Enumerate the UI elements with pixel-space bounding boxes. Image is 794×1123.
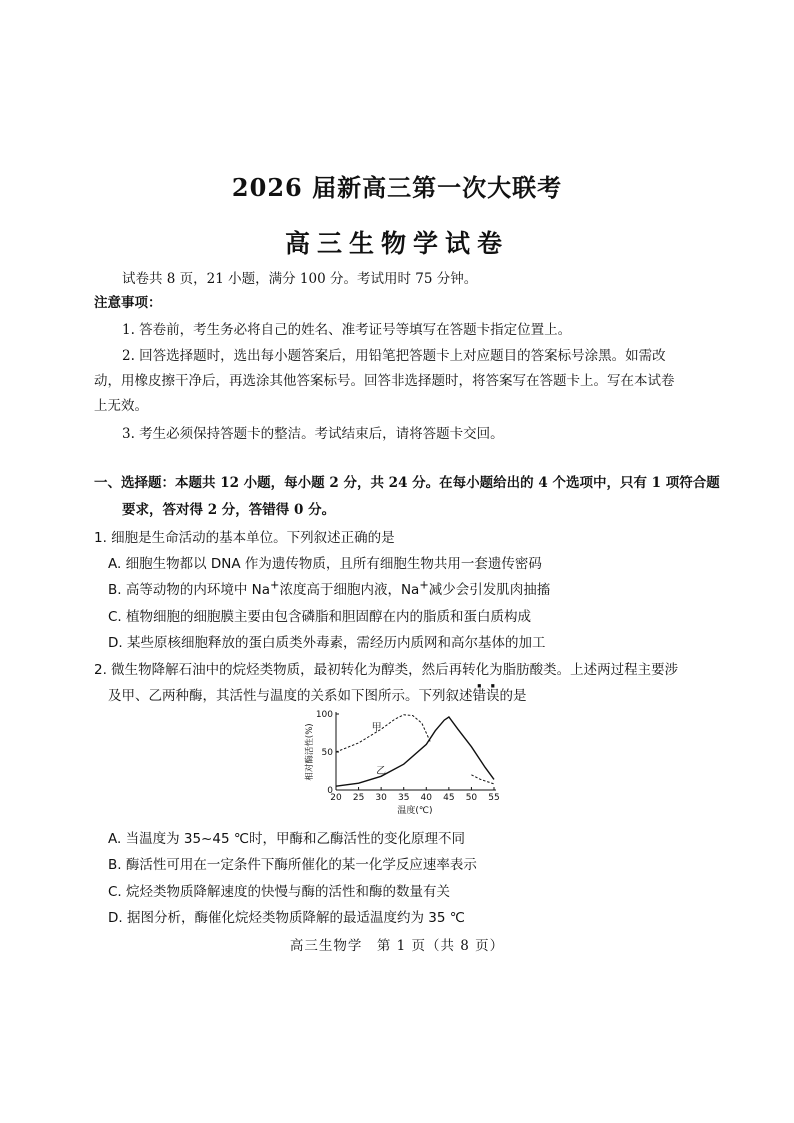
q1-option-c: C. 植物细胞的细胞膜主要由包含磷脂和胆固醇在内的脂质和蛋白质构成: [108, 609, 532, 625]
q1-option-b: [108, 578, 550, 598]
notice-item-1: 1. 答卷前，考生务必将自己的姓名、准考证号等填写在答题卡指定位置上。: [122, 322, 572, 338]
q2-option-a: A. 当温度为 35~45 ℃时，甲酶和乙酶活性的变化原理不同: [108, 831, 465, 847]
notice-item-3: 3. 考生必须保持答题卡的整洁。考试结束后，请将答题卡交回。: [122, 426, 504, 442]
q2-emphasis-char-2: 误: [486, 688, 500, 704]
x-tick-label: 45: [443, 793, 455, 803]
series-line-yi: [336, 717, 494, 786]
section-heading-line-2: 要求，答对得 2 分，答错得 0 分。: [122, 502, 336, 518]
notice-item-2-line-2: 动，用橡皮擦干净后，再选涂其他答案标号。回答非选择题时，将答案写在答题卡上。写在本试卷: [94, 373, 675, 389]
q2-emphasis-char-1: 错: [472, 688, 486, 704]
x-axis-label: 温度(℃): [397, 806, 433, 816]
exam-title: 2026 届新高三第一次大联考: [231, 173, 563, 202]
chart-labels-group: [372, 722, 387, 777]
chart-axes: [304, 710, 500, 816]
paper-info: 试卷共 8 页，21 小题，满分 100 分。考试用时 75 分钟。: [122, 271, 478, 287]
x-tick-label: 35: [397, 793, 410, 803]
page-footer: 高三生物学 第 1 页（共 8 页）: [289, 938, 505, 954]
q2-stem-line-1: 2. 微生物降解石油中的烷烃类物质，最初转化为醇类，然后再转化为脂肪酸类。上述两过程主要涉: [94, 662, 679, 678]
x-tick-label: 30: [375, 793, 387, 803]
q1-stem: 1. 细胞是生命活动的基本单位。下列叙述正确的是: [94, 530, 395, 546]
series-line-jia: [336, 715, 431, 752]
chart-series-group: [336, 715, 494, 786]
q1-b-text-2: 浓度高于细胞内液，Na: [279, 582, 420, 598]
q2-option-c: C. 烷烃类物质降解速度的快慢与酶的活性和酶的数量有关: [108, 884, 451, 900]
y-tick-label: 0: [327, 786, 333, 796]
series-label: 乙: [376, 766, 387, 778]
q2-stem-tail: 的是: [499, 688, 527, 704]
x-tick-label: 40: [420, 793, 433, 803]
q2-option-d: D. 据图分析，酶催化烷烃类物质降解的最适温度约为 35 ℃: [108, 910, 465, 926]
q1-b-text-1: B. 高等动物的内环境中 Na: [108, 582, 271, 598]
y-tick-label: 100: [315, 710, 333, 720]
q1-option-a: A. 细胞生物都以 DNA 作为遗传物质，且所有细胞生物共用一套遗传密码: [108, 556, 542, 572]
notice-heading: 注意事项：: [94, 295, 162, 311]
q1-b-sup-1: +: [270, 578, 280, 592]
q1-option-d: D. 某些原核细胞释放的蛋白质类外毒素，需经历内质网和高尔基体的加工: [108, 635, 546, 651]
q2-option-b: B. 酶活性可用在一定条件下酶所催化的某一化学反应速率表示: [108, 857, 477, 873]
section-heading-line-1: 一、选择题：本题共 12 小题，每小题 2 分，共 24 分。在每小题给出的 4 个选项中，只有 1 项符合题: [94, 475, 720, 491]
enzyme-activity-chart: [300, 706, 510, 824]
x-tick-label: 50: [465, 793, 478, 803]
notice-item-2-line-1: 2. 回答选择题时，选出每小题答案后，用铅笔把答题卡上对应题目的答案标号涂黑。如需改: [122, 348, 666, 364]
series-label: 甲: [371, 722, 382, 734]
q2-stem-text: 及甲、乙两种酶，其活性与温度的关系如下图所示。下列叙述: [108, 688, 473, 704]
notice-item-2-line-3: 上无效。: [94, 398, 148, 414]
y-tick-label: 50: [321, 748, 333, 758]
y-axis-label: 相对酶活性(%): [305, 723, 315, 781]
q1-b-sup-2: +: [419, 578, 429, 592]
q1-b-text-3: 减少会引发肌肉抽搐: [428, 582, 551, 598]
x-tick-label: 25: [352, 793, 365, 803]
subject-title: 高三生物学试卷: [284, 229, 509, 258]
q2-stem-line-2: [108, 684, 527, 704]
x-tick-label: 20: [330, 793, 342, 803]
x-tick-label: 55: [488, 793, 500, 803]
series-line-jia: [471, 775, 494, 784]
